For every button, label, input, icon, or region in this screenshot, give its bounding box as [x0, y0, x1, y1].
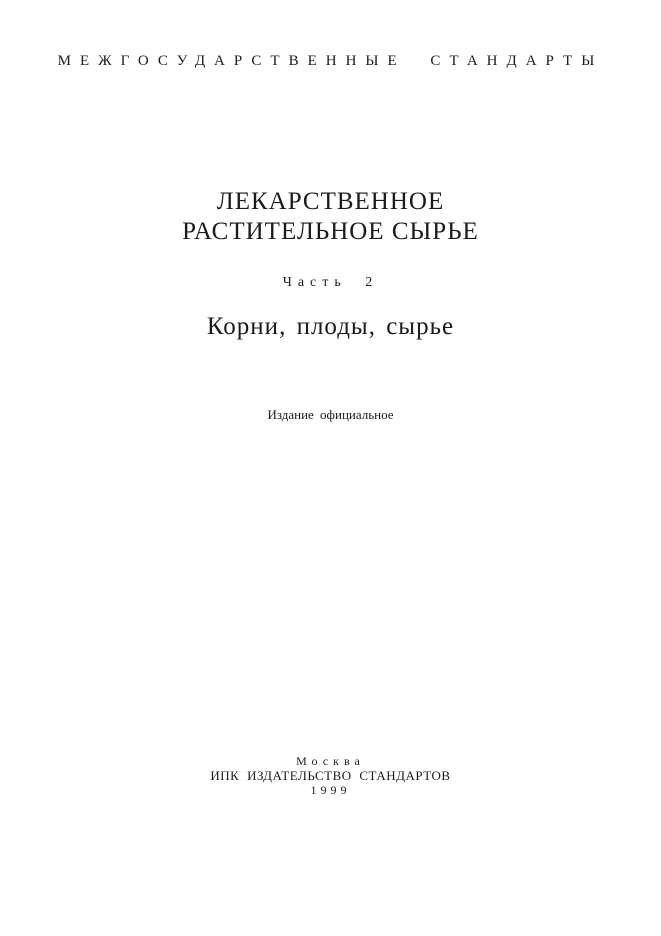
standards-series-header: МЕЖГОСУДАРСТВЕННЫЕ СТАНДАРТЫ — [57, 53, 604, 69]
book-title-line-1: ЛЕКАРСТВЕННОЕ — [216, 188, 445, 215]
imprint-publisher: ИПК ИЗДАТЕЛЬСТВО СТАНДАРТОВ — [210, 768, 451, 783]
book-title — [0, 187, 661, 247]
volume-subtitle: Корни, плоды, сырье — [206, 313, 455, 340]
imprint-city: Москва — [296, 754, 365, 768]
part-label: Часть 2 — [282, 275, 379, 290]
book-title-line-2: РАСТИТЕЛЬНОЕ СЫРЬЕ — [182, 218, 479, 245]
imprint-year: 1999 — [310, 783, 351, 797]
edition-note: Издание официальное — [267, 407, 394, 422]
